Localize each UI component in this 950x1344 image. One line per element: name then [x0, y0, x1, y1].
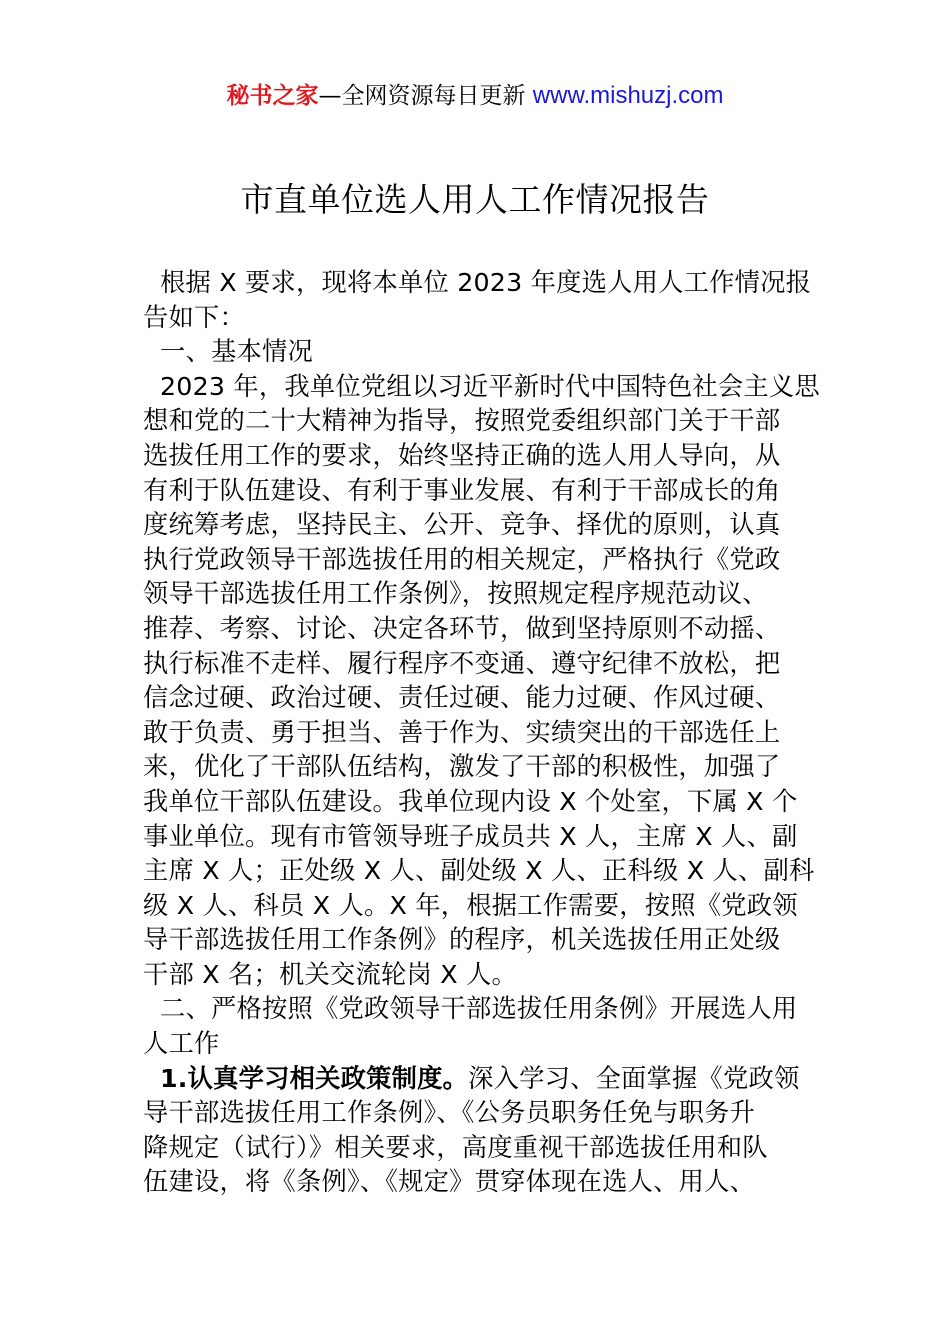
section-heading-basic: 一、基本情况	[160, 337, 313, 367]
paragraph-line: 想和党的二十大精神为指导，按照党委组织部门关于干部	[143, 406, 781, 436]
paragraph-line: 度统筹考虑，坚持民主、公开、竞争、择优的原则，认真	[143, 510, 781, 540]
paragraph-line: 执行标准不走样、履行程序不变通、遵守纪律不放松，把	[143, 648, 781, 678]
site-brand: 秘书之家	[226, 83, 319, 109]
site-url-link[interactable]: www.mishuzj.com	[532, 82, 724, 109]
document-title: 市直单位选人用人工作情况报告	[240, 180, 710, 219]
paragraph-line: 降规定（试行）》相关要求，高度重视干部选拔任用和队	[143, 1132, 768, 1162]
paragraph-line: 主席 X 人；正处级 X 人、副处级 X 人、正科级 X 人、副科	[143, 856, 815, 886]
site-tagline: —全网资源每日更新	[318, 83, 533, 109]
paragraph-line: 信念过硬、政治过硬、责任过硬、能力过硬、作风过硬、	[143, 683, 781, 713]
paragraph-line: 事业单位。现有市管领导班子成员共 X 人，主席 X 人、副	[143, 821, 798, 851]
paragraph-line: 来，优化了干部队伍结构，激发了干部的积极性，加强了	[143, 752, 781, 782]
paragraph-line: 推荐、考察、讨论、决定各环节，做到坚持原则不动摇、	[143, 613, 781, 643]
section-heading-regulations: 二、严格按照《党政领导干部选拔任用条例》开展选人用	[160, 994, 798, 1024]
paragraph-line: 干部 X 名；机关交流轮岗 X 人。	[143, 959, 517, 989]
point1-first-line	[143, 1062, 809, 1097]
site-header	[0, 78, 950, 114]
paragraph-line: 级 X 人、科员 X 人。X 年，根据工作需要，按照《党政领	[143, 890, 798, 920]
point1-heading: 1.认真学习相关政策制度。	[160, 1063, 469, 1093]
paragraph-line: 我单位干部队伍建设。我单位现内设 X 个处室，下属 X 个	[143, 786, 798, 816]
paragraph-line: 伍建设，将《条例》、《规定》贯穿体现在选人、用人、	[143, 1167, 756, 1197]
paragraph-line: 选拔任用工作的要求，始终坚持正确的选人用人导向，从	[143, 440, 781, 470]
paragraph-line: 执行党政领导干部选拔任用的相关规定，严格执行《党政	[143, 544, 781, 574]
paragraph-line: 2023 年，我单位党组以习近平新时代中国特色社会主义思	[160, 371, 820, 401]
paragraph-line: 导干部选拔任用工作条例》的程序，机关选拔任用正处级	[143, 925, 781, 955]
paragraph-line: 有利于队伍建设、有利于事业发展、有利于干部成长的角	[143, 475, 781, 505]
paragraph-line: 人工作	[143, 1029, 220, 1059]
paragraph-line: 领导干部选拔任用工作条例》，按照规定程序规范动议、	[143, 579, 768, 609]
paragraph-line: 敢于负责、勇于担当、善于作为、实绩突出的干部选任上	[143, 717, 781, 747]
paragraph-line: 导干部选拔任用工作条例》、《公务员职务任免与职务升	[143, 1098, 756, 1128]
paragraph-line: 告如下：	[143, 302, 245, 332]
paragraph-line: 根据 X 要求，现将本单位 2023 年度选人用人工作情况报	[160, 268, 812, 297]
document-body	[143, 266, 820, 1200]
point1-first-line-text: 深入学习、全面掌握《党政领	[468, 1063, 800, 1093]
